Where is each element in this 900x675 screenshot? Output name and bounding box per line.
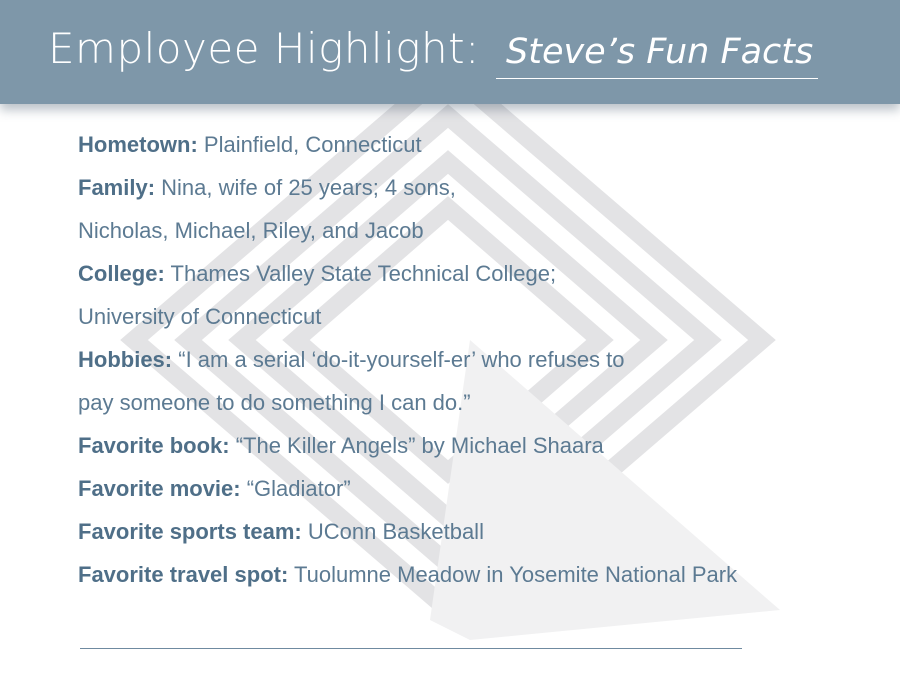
fact-favorite-travel-spot <box>78 556 737 599</box>
fact-label: Favorite sports team: <box>78 519 302 544</box>
fact-value: “I am a serial ‘do-it-yourself-er’ who refuses to <box>178 347 625 372</box>
fact-college <box>78 255 737 298</box>
fact-value: Thames Valley State Technical College; <box>170 261 557 286</box>
fact-value: UConn Basketball <box>307 519 484 544</box>
page-subtitle <box>496 32 818 79</box>
fact-label: Hometown: <box>78 132 198 157</box>
fact-favorite-book <box>78 427 737 470</box>
fact-label: Hobbies: <box>78 347 173 372</box>
fact-favorite-movie <box>78 470 737 513</box>
fact-favorite-sports-team <box>78 513 737 556</box>
fact-family <box>78 169 737 212</box>
fact-label: Family: <box>78 175 156 200</box>
fact-label: Favorite travel spot: <box>78 562 289 587</box>
header-bar <box>0 0 900 104</box>
page-title: Employee Highlight: <box>48 24 480 73</box>
fact-label: College: <box>78 261 165 286</box>
fun-facts-list <box>78 126 737 599</box>
bottom-divider <box>80 648 742 649</box>
subtitle-name: Steve’s <box>506 32 636 72</box>
fact-family-continued <box>78 212 737 255</box>
fact-hometown <box>78 126 737 169</box>
fact-hobbies <box>78 341 737 384</box>
fact-value: Nicholas, Michael, Riley, and Jacob <box>78 218 424 243</box>
fact-value: “Gladiator” <box>246 476 351 501</box>
fact-value: Tuolumne Meadow in Yosemite National Park <box>294 562 738 587</box>
fact-label: Favorite book: <box>78 433 230 458</box>
fact-value: pay someone to do something I can do.” <box>78 390 471 415</box>
subtitle-rest: Fun Facts <box>646 32 814 72</box>
fact-value: University of Connecticut <box>78 304 322 329</box>
fact-value: “The Killer Angels” by Michael Shaara <box>235 433 604 458</box>
fact-college-continued <box>78 298 737 341</box>
fact-label: Favorite movie: <box>78 476 241 501</box>
fact-hobbies-continued <box>78 384 737 427</box>
fact-value: Plainfield, Connecticut <box>203 132 422 157</box>
fact-value: Nina, wife of 25 years; 4 sons, <box>161 175 456 200</box>
